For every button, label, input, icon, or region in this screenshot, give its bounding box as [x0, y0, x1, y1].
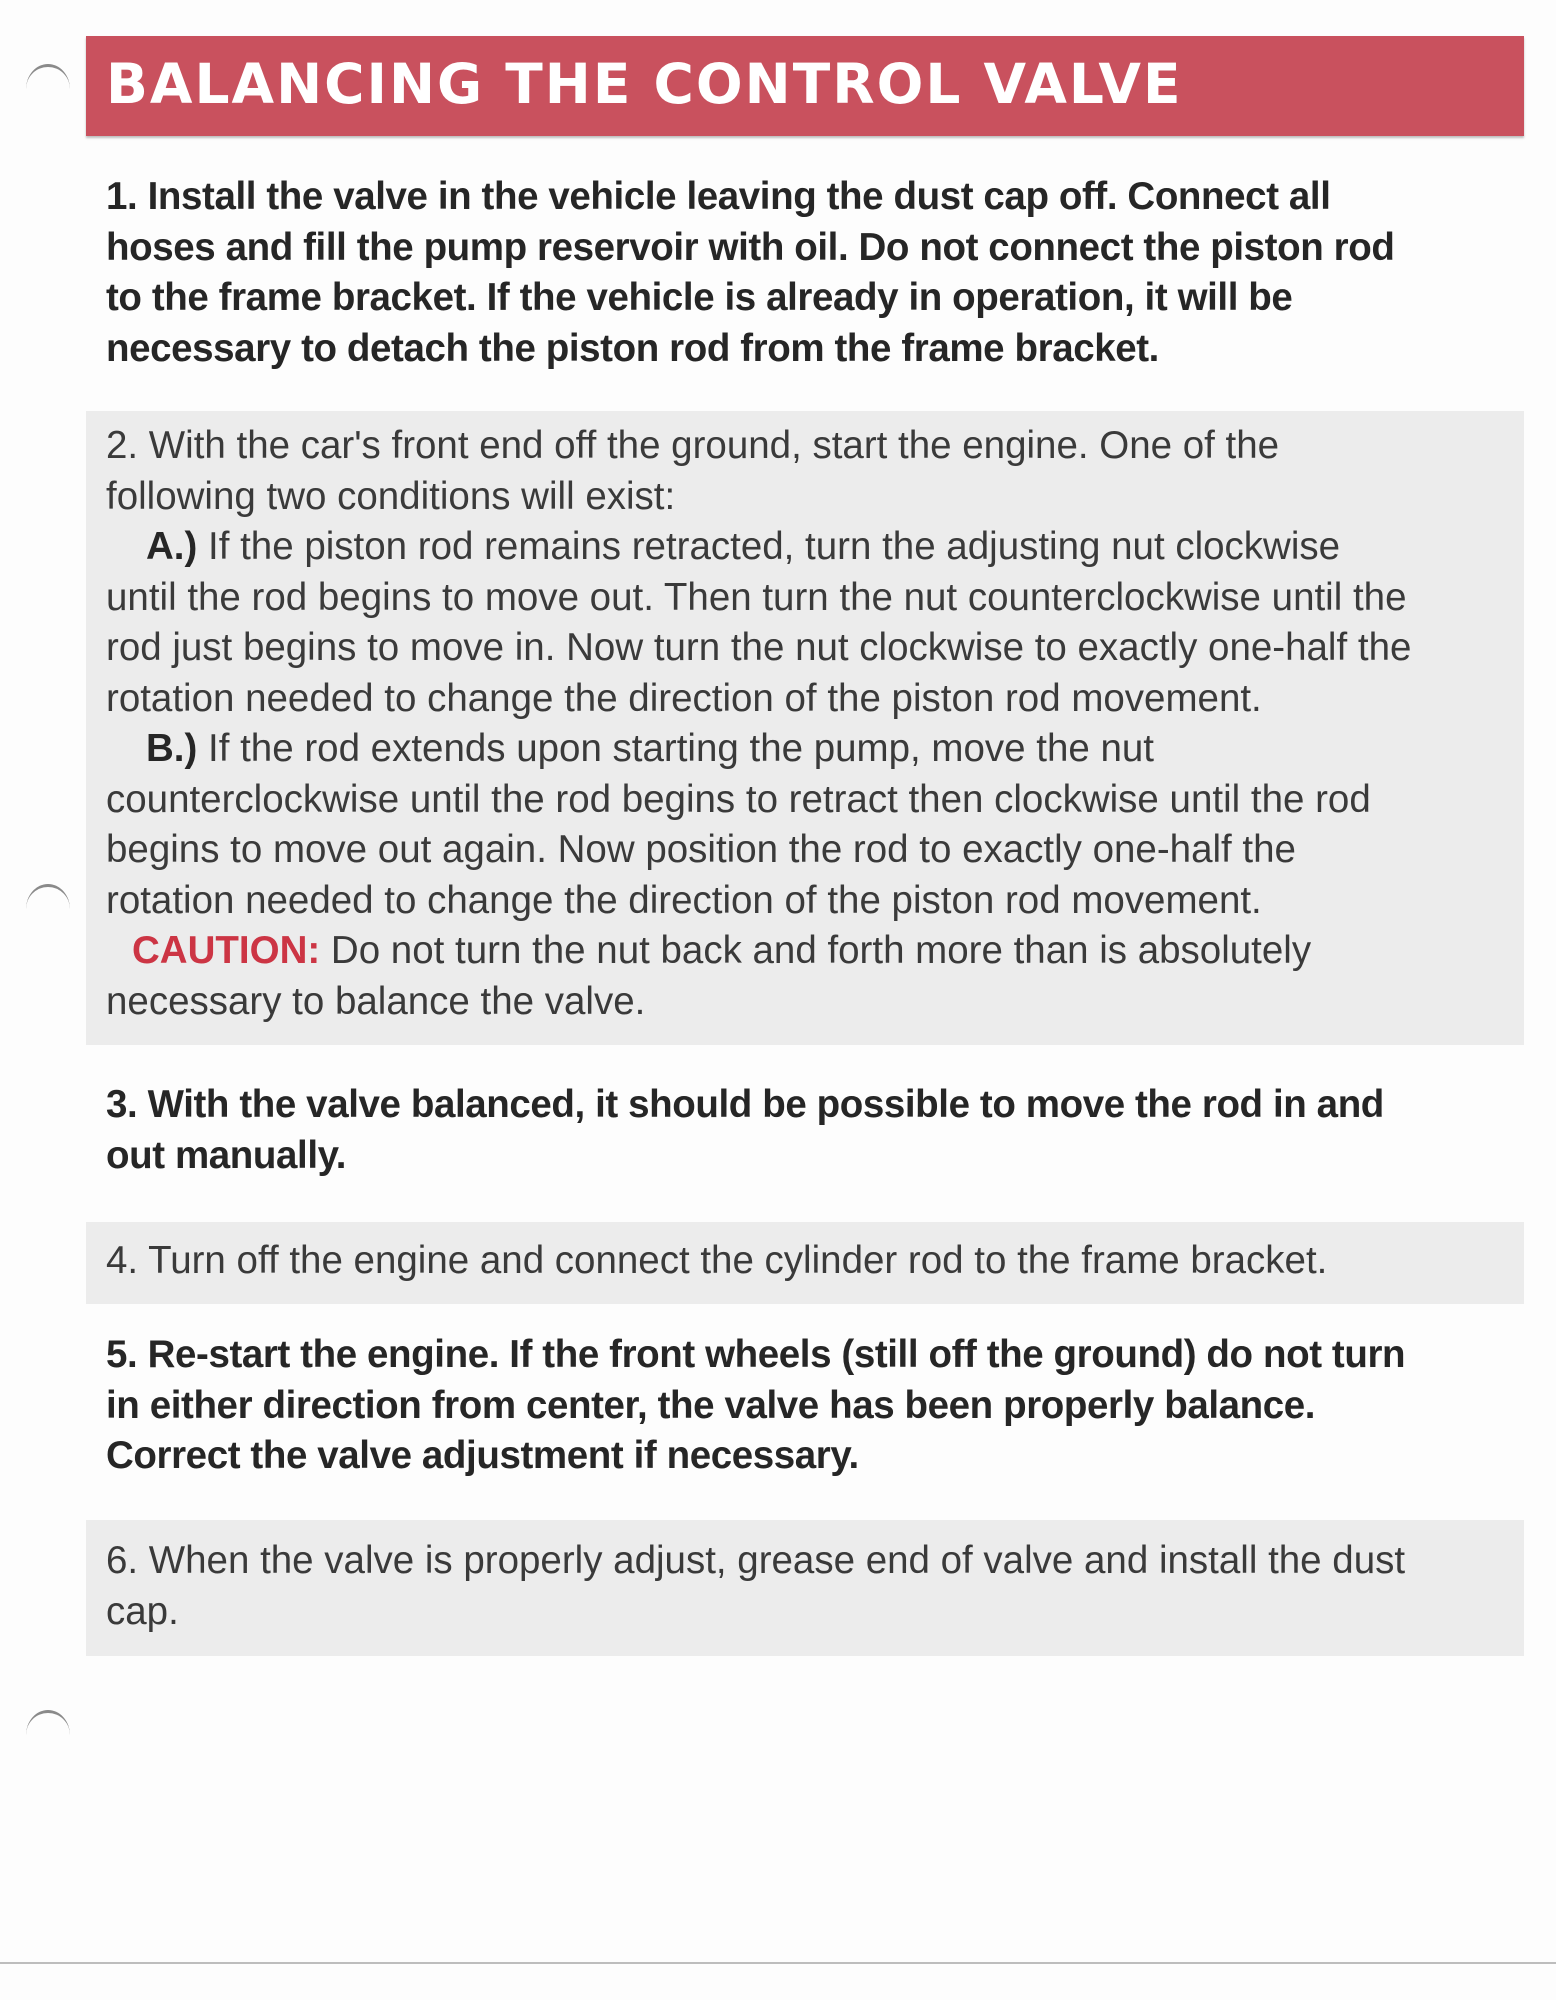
- condition-a-text: If the piston rod remains retracted, turn the adjusting nut clockwise: [197, 525, 1341, 568]
- binder-hole-mark-bottom: [26, 1710, 70, 1735]
- step-1-line: to the frame bracket. If the vehicle is already in operation, it will be: [106, 276, 1293, 319]
- page-title: BALANCING THE CONTROL VALVE: [106, 52, 1183, 116]
- step-5-line: 5. Re-start the engine. If the front wheels (still off the ground) do not turn: [106, 1333, 1406, 1376]
- step-3-line: 3. With the valve balanced, it should be possible to move the rod in and: [106, 1083, 1384, 1126]
- binder-hole-mark-top: [26, 64, 70, 89]
- condition-a-line: rotation needed to change the direction of the piston rod movement.: [106, 676, 1262, 720]
- condition-a-label: A.): [146, 525, 198, 568]
- step-6-line: cap.: [106, 1589, 179, 1633]
- step-5-line: in either direction from center, the valve has been properly balance.: [106, 1383, 1316, 1427]
- condition-b-line: begins to move out again. Now position the rod to exactly one-half the: [106, 828, 1296, 871]
- caution-text: Do not turn the nut back and forth more than is absolutely: [320, 929, 1312, 972]
- condition-a-line: until the rod begins to move out. Then turn the nut counterclockwise until the: [106, 575, 1407, 619]
- step-1-line: necessary to detach the piston rod from the frame bracket.: [106, 326, 1159, 370]
- step-5-line: Correct the valve adjustment if necessary.: [106, 1434, 859, 1477]
- condition-b-line: [106, 724, 1504, 775]
- step-3: [86, 1080, 1524, 1181]
- caution-line: necessary to balance the valve.: [106, 979, 646, 1023]
- condition-b-line: rotation needed to change the direction of the piston rod movement.: [106, 878, 1262, 922]
- caution-line: [106, 926, 1504, 977]
- condition-a-line: rod just begins to move in. Now turn the nut clockwise to exactly one-half the: [106, 626, 1412, 669]
- step-6-line: 6. When the valve is properly adjust, grease end of valve and install the dust: [106, 1539, 1406, 1582]
- step-1-line: hoses and fill the pump reservoir with oil. Do not connect the piston rod: [106, 225, 1395, 269]
- step-3-line: out manually.: [106, 1133, 347, 1177]
- title-banner: [86, 36, 1524, 136]
- scan-edge-line: [0, 1962, 1556, 1964]
- step-4: [86, 1222, 1524, 1304]
- caution-label: CAUTION:: [132, 929, 321, 972]
- step-5: [86, 1330, 1524, 1482]
- step-6: [86, 1520, 1524, 1656]
- step-2: [86, 411, 1524, 1045]
- step-2-intro-line: 2. With the car's front end off the ground, start the engine. One of the: [106, 424, 1280, 467]
- binder-hole-mark-middle: [26, 884, 70, 909]
- condition-b-text: If the rod extends upon starting the pump, move the nut: [197, 727, 1155, 770]
- step-1: [86, 172, 1524, 374]
- condition-b-line: counterclockwise until the rod begins to retract then clockwise until the rod: [106, 777, 1371, 821]
- step-2-intro-line: following two conditions will exist:: [106, 474, 676, 518]
- step-4-line: 4. Turn off the engine and connect the cylinder rod to the frame bracket.: [106, 1239, 1328, 1282]
- condition-b-label: B.): [146, 727, 198, 770]
- condition-a-line: [106, 522, 1504, 573]
- step-1-line: 1. Install the valve in the vehicle leaving the dust cap off. Connect all: [106, 175, 1331, 218]
